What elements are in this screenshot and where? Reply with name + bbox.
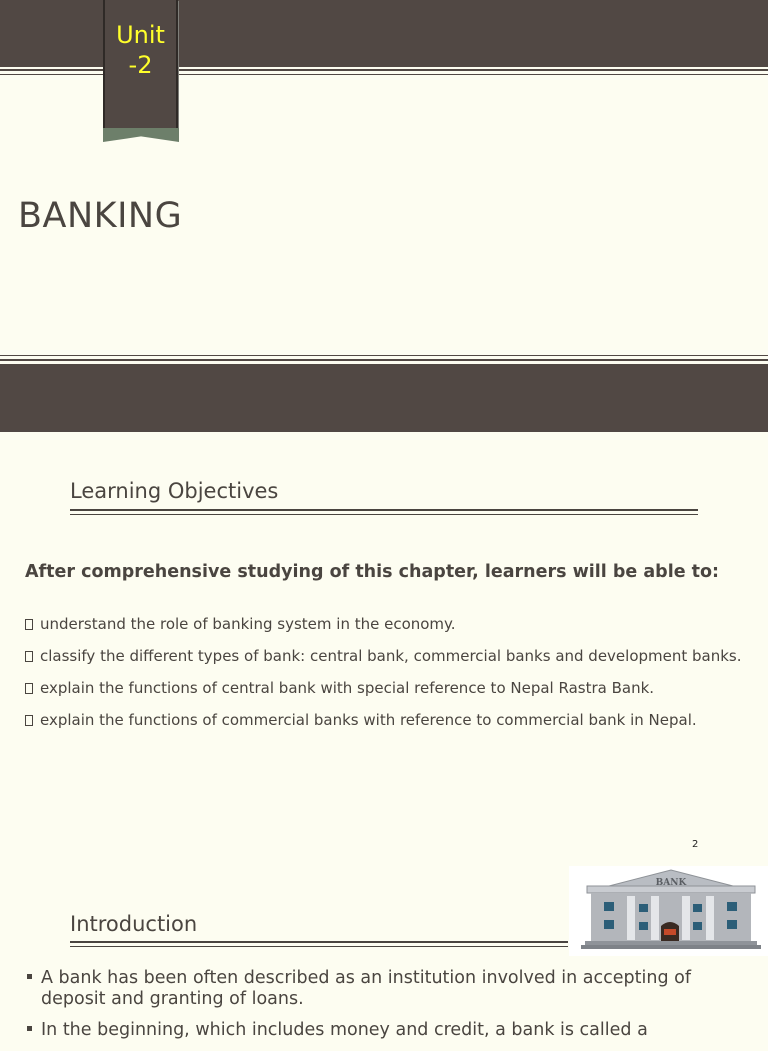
list-item (25, 680, 745, 697)
title-slide (0, 0, 768, 440)
missing-glyph-bullet-icon (25, 619, 33, 630)
bottom-footer-band (0, 364, 768, 432)
bottom-divider-line-1 (0, 355, 768, 356)
unit-ribbon-tail (103, 128, 179, 142)
objective-text: classify the different types of bank: central bank, commercial banks and development banks. (40, 647, 742, 665)
list-item (25, 616, 745, 633)
objectives-list (25, 616, 745, 744)
bank-building-illustration (569, 866, 768, 956)
objective-text: understand the role of banking system in the economy. (40, 615, 456, 633)
introduction-text: In the beginning, which includes money and credit, a bank is called a (41, 1020, 648, 1040)
unit-label: Unit -2 (116, 21, 165, 79)
missing-glyph-bullet-icon (25, 715, 33, 726)
introduction-heading: Introduction (70, 912, 198, 936)
bank-building-icon (569, 866, 768, 956)
introduction-text: A bank has been often described as an institution involved in accepting of deposit and granting of loans. (41, 968, 692, 1009)
list-item (27, 968, 747, 1010)
objectives-heading: Learning Objectives (70, 479, 279, 503)
list-item (25, 712, 745, 729)
objectives-heading-rule (70, 509, 698, 511)
introduction-heading-rule (70, 941, 568, 943)
introduction-list (27, 968, 747, 1051)
square-bullet-icon (27, 974, 32, 979)
list-item (25, 648, 745, 665)
slide-title: BANKING (18, 196, 183, 236)
page-number: 2 (692, 839, 699, 850)
bank-sign-text: BANK (655, 878, 687, 888)
objectives-heading-rule-thin (70, 514, 698, 515)
objectives-lead-text: After comprehensive studying of this chapter, learners will be able to: (25, 562, 720, 582)
missing-glyph-bullet-icon (25, 683, 33, 694)
square-bullet-icon (27, 1026, 32, 1031)
objective-text: explain the functions of central bank with special reference to Nepal Rastra Bank. (40, 679, 655, 697)
introduction-heading-rule-thin (70, 946, 568, 947)
list-item (27, 1020, 747, 1041)
objective-text: explain the functions of commercial banks with reference to commercial bank in Nepal. (40, 711, 697, 729)
bottom-divider-line-2 (0, 359, 768, 361)
missing-glyph-bullet-icon (25, 651, 33, 662)
